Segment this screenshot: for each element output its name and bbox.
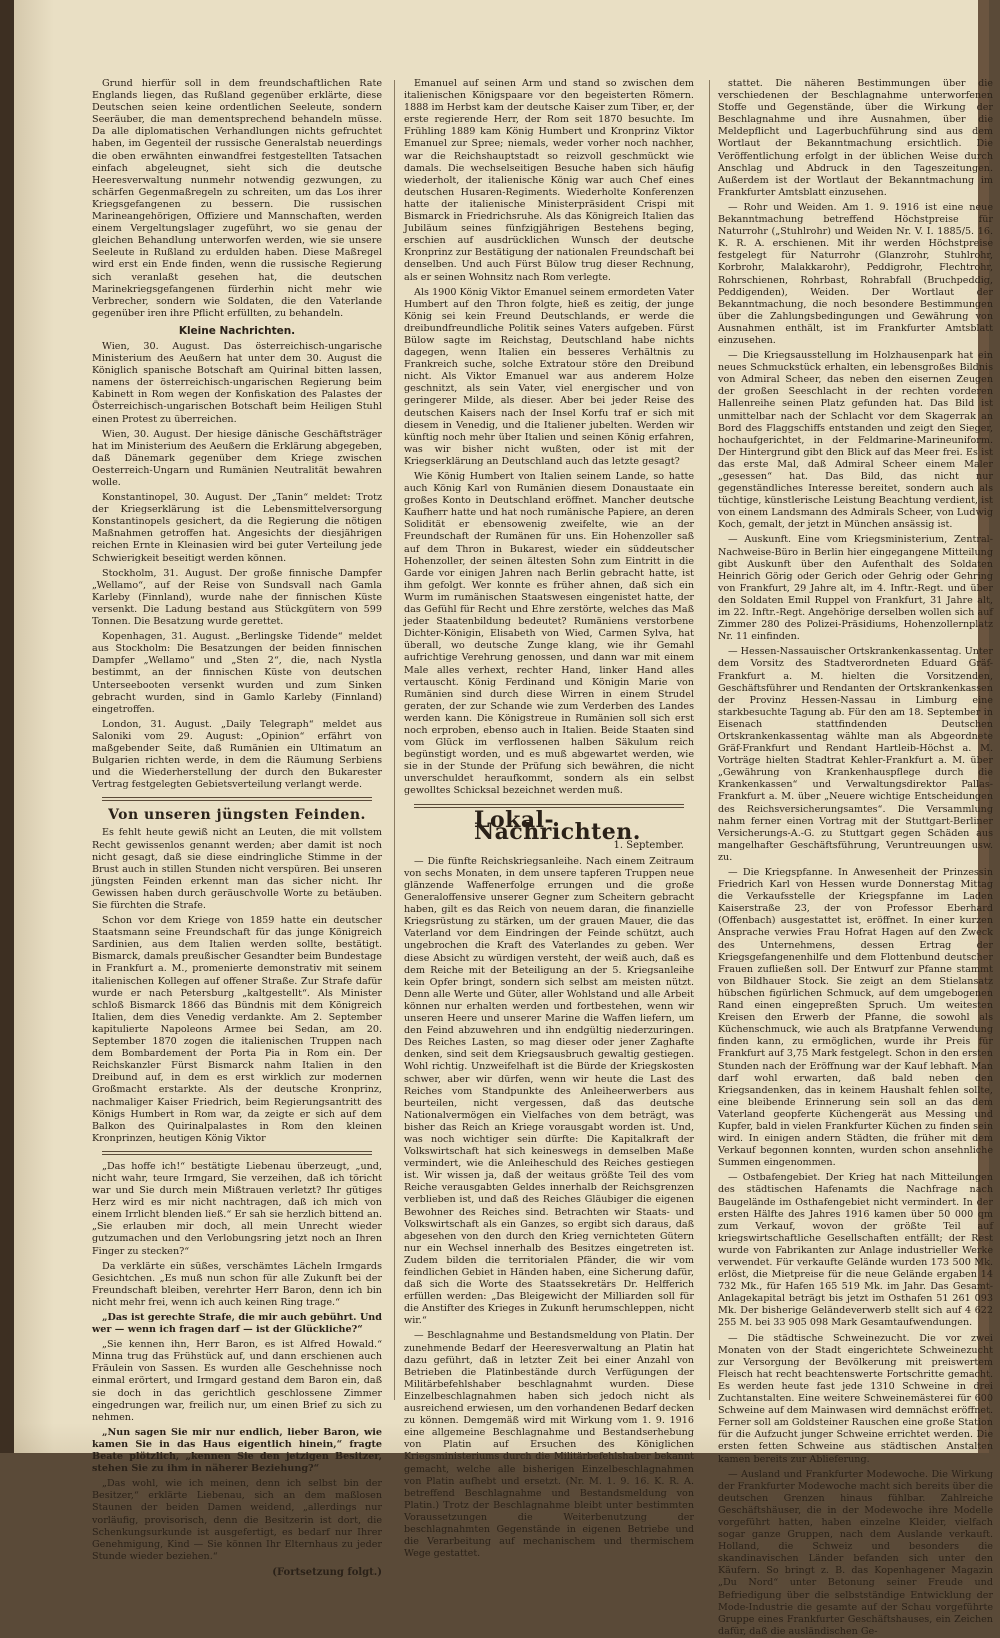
novel-paragraph: „Das wohl, wie ich meinen, denn ich selbst bin der Besitzer,“ erklärte Liebenau, sich an dem maßlosen Staunen der beiden Damen weidend, „allerdings nur vorläufig, provisorisch, denn die Besitzerin ist dort, die Schenkungsurkunde ist ausgefertigt, es bedarf nur Ihrer Genehmigung, Kind — Sie können Ihr Elternhaus zu jeder Stunde wieder beziehen.“ xyxy=(92,1478,382,1562)
section-heading-lokal-nachrichten: Lokal-Nachrichten. xyxy=(474,806,641,845)
paragraph: — Rohr und Weiden. Am 1. 9. 1916 ist eine neue Bekanntmachung betreffend Höchstpreise für Naturrohr („Stuhlrohr) und Weiden Nr. V. I. 1885/5. 16. K. R. A. erschienen. Mit ihr werden Höchstpreise festgelegt für Naturrohr (Glanzrohr, Stuhlrohr, Korbrohr, Malakkarohr), Peddigrohr, Flechtrohr, Rohrschienen, Rohrbast, Rohrabfall (Bruchpeddig, Peddigenden), Weiden. Der Wortlaut der Bekanntmachung, die noch besondere Bestimmungen über die Zahlungsbedingungen und Gewährung von Ausnahmen enthält, ist im Frankfurter Amtsblatt einzusehen. xyxy=(718,201,993,346)
novel-paragraph: „Das ist gerechte Strafe, die mir auch gebührt. Und wer — wenn ich fragen darf — ist der Glückliche?“ xyxy=(92,1312,382,1336)
paragraph: Grund hierfür soll in dem freundschaftlichen Rate Englands liegen, das Rußland gegenüber erklärte, diese Deutschen seien keine ordentlichen Seeleute, sondern Seeräuber, die man dementsprechend behandeln müsse. Da alle diplomatischen Verhandlungen nichts gefruchtet haben, im Gegenteil der russische Generalstab neuerdings die oben erwähnten einwandfrei festgestellten Tatsachen einfach abgeleugnet, sieht sich die deutsche Heeresverwaltung nunmehr notwendig gezwungen, zu schärfen Gegenmaßregeln zu schreiten, um das Los ihrer Kriegsgefangenen zu bessern. Die russischen Marineangehörigen, Offiziere und Mannschaften, werden einem Vergeltungslager zugeführt, wo sie genau der gleichen Behandlung unterworfen werden, wie sie unsere Seeleute in Rußland zu erdulden haben. Diese Maßregel wird erst ein Ende finden, wenn die russische Regierung sich veranlaßt gesehen hat, die deutschen Marinekriegsgefangenen fürderhin nicht mehr wie Verbrecher, sondern wie Soldaten, die den Vaterlande gegenüber iren ihre Pflicht erfüllten, zu behandeln. xyxy=(92,78,382,319)
paragraph: — Beschlagnahme und Bestandsmeldung von Platin. Der zunehmende Bedarf der Heeresverwaltung an Platin hat dazu geführt, daß in letzter Zeit bei einer Anzahl von Betrieben die Platinbestände durch Verfügungen der Militärbefehlshaber beschlagnahmt wurden. Diese Einzelbeschlagnahmen haben sich jedoch nicht als ausreichend erwiesen, um den vorhandenen Bedarf decken zu können. Demgemäß wird mit Wirkung vom 1. 9. 1916 eine allgemeine Beschlagnahme und Bestandserhebung von Platin auf Ersuchen des Königlichen Kriegsministeriums durch die Militärbefehlshaber bekannt gemacht, welche alle bisherigen Einzelbeschlagnahmen von Platin aufhebt und ersetzt. (Nr. M. 1. 9. 16. K. R. A. betreffend Beschlagnahme und Bestandsmeldung von Platin.) Trotz der Beschlagnahme bleibt unter bestimmten Voraussetzungen die Weiterbenutzung der beschlagnahmten Gegenstände in eigenen Betriebe und die Verarbeitung auf mechanischem und thermischem Wege gestattet. xyxy=(404,1330,694,1560)
continuation-note: (Fortsetzung folgt.) xyxy=(272,1566,382,1578)
section-date: 1. September. xyxy=(613,839,684,851)
paragraph: Schon vor dem Kriege von 1859 hatte ein deutscher Staatsmann seine Freundschaft für das junge Königreich Sardinien, aus dem Italien werden sollte, bestätigt. Bismarck, damals preußischer Gesandter beim Bundestage in Frankfurt a. M., promenierte demonstrativ mit seinem italienischen Kollegen auf offener Straße. Zur Strafe dafür wurde er nach Petersburg „kaltgestellt“. Als Minister schloß Bismarck 1866 das Bündnis mit dem Königreich Italien, dem dies Venedig verdankte. Am 2. September kapitulierte Napoleons Armee bei Sedan, am 20. September 1870 zogen die italienischen Truppen nach dem Bombardement der Porta Pia in Rom ein. Der Reichskanzler Fürst Bismarck nahm Italien in den Dreibund auf, in dem es erst wirklich zur modernen Großmacht erstarkte. Als der deutsche Kronprinz, nachmaliger Kaiser Friedrich, beim Regierungsantritt des Königs Humbert in Rom war, da zeigte er sich auf dem Balkon des Quirinalpalastes in Rom den kleinen Kronprinzen, heutigen König Viktor xyxy=(92,915,382,1144)
section-heading-kleine-nachrichten: Kleine Nachrichten. xyxy=(178,324,296,337)
novel-paragraph: Da verklärte ein süßes, verschämtes Lächeln Irmgards Gesichtchen. „Es muß nun schon für alle Zukunft bei der Freundschaft bleiben, verehrter Herr Baron, denn ich bin nicht mehr frei, wenn ich auch keinen Ring trage.“ xyxy=(92,1260,382,1308)
paragraph: — Hessen-Nassauischer Ortskrankenkassentag. Unter dem Vorsitz des Stadtverordneten Eduard Gräf-Frankfurt a. M. hielten die Vorsitzenden, Geschäftsführer und Rendanten der Ortskrankenkassen der Provinz Hessen-Nassau in Limburg eine starkbesuchte Tagung ab. Für den am 18. September in Eisenach stattfindenden Deutschen Ortskrankenkassentag wählte man als Abgeordnete Gräf-Frankfurt und Rendant Hartleib-Höchst a. M. Vorträge hielten Stadtrat Kehler-Frankfurt a. M. über „Gewährung von Krankenhauspflege durch die Krankenkassen“ und Verwaltungsdirektor Pallas-Frankfurt a. M. über „Neuere wichtige Entscheidungen des Reichsversicherungsamtes“. Die Versammlung nahm ferner einen Vortrag mit der Stuttgart-Berliner Versicherungs-A.-G. zu Stuttgart gegen Schäden aus mangelhafter Geschäftsführung, Veruntreuungen usw. zu. xyxy=(718,646,993,863)
news-item: Stockholm, 31. August. Der große finnische Dampfer „Wellamo“, auf der Reise von Sundsvall nach Gamla Karleby (Finnland), wurde nahe der finnischen Küste versenkt. Die Ladung bestand aus Stückgütern von 599 Tonnen. Die Besatzung wurde gerettet. xyxy=(92,567,382,628)
column-right xyxy=(718,78,993,1637)
paragraph: Emanuel auf seinen Arm und stand so zwischen dem italienischen Königspaare vor den begeisterten Römern. 1888 im Herbst kam der deutsche Kaiser zum Tiber, er, der erste regierende Herr, der Rom seit 1870 besuchte. Im Frühling 1889 kam König Humbert und Kronprinz Viktor Emanuel zur Spree; niemals, weder vorher noch nachher, war die Reichshauptstadt so reizvoll geschmückt wie damals. Die wechselseitigen Besuche haben sich häufig wiederholt, der italienische König war auch Chef eines deutschen Husaren-Regiments. Wiederholte Konferenzen hatte der italienische Ministerpräsident Crispi mit Bismarck in Friedrichsruhe. Als das Königreich Italien das Jubiläum seines fünfzigjährigen Bestehens beging, erschien auf ausdrücklichen Wunsch der deutsche Kronprinz zur Bestätigung der nationalen Freundschaft bei denselben. Und auch Fürst Bülow trug dieser Rechnung, als er seinen Wohnsitz nach Rom verlegte. xyxy=(404,78,694,283)
news-item: Wien, 30. August. Der hiesige dänische Geschäftsträger hat im Ministerium des Aeußern die Erklärung abgegeben, daß Dänemark gegenüber dem Kriege zwischen Oesterreich-Ungarn und Rumänien Neutralität bewahren wolle. xyxy=(92,428,382,488)
book-spine xyxy=(0,0,14,1453)
news-item: Kopenhagen, 31. August. „Berlingske Tidende“ meldet aus Stockholm: Die Besatzungen der beiden finnischen Dampfer „Wellamo“ und „Sten 2“, die, nach Nystla bestimmt, an der finnischen Küste von deutschen Unterseebooten versenkt wurden und zum Sinken gebracht wurden, sind in Gamlo Karleby (Finnland) eingetroffen. xyxy=(92,631,382,715)
news-item: Wien, 30. August. Das österreichisch-ungarische Ministerium des Aeußern hat unter dem 30. August die Königlich spanische Botschaft am Quirinal bitten lassen, namens der österreichisch-ungarischen Regierung beim Kabinett in Rom wegen der Konfiskation des Palastes der Österreichisch-ungarischen Botschaft beim Heiligen Stuhl einen Protest zu überreichen. xyxy=(92,340,382,425)
paragraph: — Die städtische Schweinezucht. Die vor zwei Monaten von der Stadt eingerichtete Schweinezucht zur Versorgung der Bevölkerung mit preiswertem Fleisch hat recht beachtenswerte Fortschritte gemacht. Es werden heute fast jede 1310 Schweine in drei Zuchtanstalten. Eine weitere Schweinemästerei für 600 Schweine auf dem Mainwasen wird demnächst eröffnet. Ferner soll am Goldsteiner Rauschen eine große Station für die Aufzucht junger Schweine errichtet werden. Die ersten fetten Schweine aus städtischen Anstalten kamen bereits zur Ablieferung. xyxy=(718,1332,993,1465)
paragraph: stattet. Die näheren Bestimmungen über die verschiedenen der Beschlagnahme unterworfenen Stoffe und Gegenstände, über die Wirkung der Beschlagnahme und ihre Ausnahmen, über die Meldepflicht und Lagerbuchführung sind aus dem Wortlaut der Bekanntmachung ersichtlich. Die Veröffentlichung erfolgt in der üblichen Weise durch Anschlag und Abdruck in den Tageszeitungen. Außerdem ist der Wortlaut der Bekanntmachung im Frankfurter Amtsblatt einzusehen. xyxy=(718,78,993,198)
news-item: Konstantinopel, 30. August. Der „Tanin“ meldet: Trotz der Kriegserklärung ist die Lebensmittelversorgung Konstantinopels gesichert, da die Regierung die nötigen Maßnahmen getroffen hat. Angesichts der diesjährigen reichen Ernte in Kleinasien wird bei guter Verteilung jede Schwierigkeit beseitigt werden können. xyxy=(92,492,382,564)
column-left xyxy=(92,78,382,1578)
paragraph: — Die fünfte Reichskriegsanleihe. Nach einem Zeitraum von sechs Monaten, in dem unsere tapferen Truppen neue glänzende Waffenerfolge errungen und die große Generaloffensive unserer Gegner zum Scheitern gebracht haben, gilt es das Reich von neuem daran, die finanzielle Kriegsrüstung zu stärken, um der grauen Mauer, die das Vaterland vor dem Eindringen der Feinde schützt, auch ungebrochen die Kraft des Vaterlandes zu geben. Wer diese Absicht zu würdigen versteht, der weiß auch, daß es dem Reiche mit der Beteiligung an der 5. Kriegsanleihe kein Opfer bringt, sondern sich selbst am meisten nützt. Denn alle Werte und Güter, aller Wohlstand und alle Arbeit können nur erhalten werden und fortbestehen, wenn wir unseren Heere und unserer Marine die Waffen liefern, um den Feind abzuwehren und ihn endgültig niederzuringen. Des Reiches Lasten, so mag dieser oder jener Zaghafte denken, sind seit dem Kriegsausbruch gewaltig gestiegen. Wohl richtig. Unzweifelhaft ist die Bürde der Kriegskosten schwer, aber wir dürfen, wenn wir heute die Last des Reiches vom Standpunkte des Anleiheerwerbers aus beurteilen, nicht vergessen, daß das deutsche Nationalvermögen ein Vielfaches von dem beträgt, was bisher das Reich an Kriege vorausgabt worden ist. Und, was noch wichtiger sein dürfte: Die Kapitalkraft der Volkswirtschaft hat sich keineswegs in demselben Maße vermindert, wie die Anleiheschuld des Reiches gestiegen ist. Wir wissen ja, daß der weitaus größte Teil des vom Reiche verausgabten Geldes innerhalb der Reichsgrenzen verblieben ist, und daß des Reiches Gläubiger die eigenen Bewohner des Reiches sind. Betrachten wir Staats- und Volkswirtschaft als ein Ganzes, so ergibt sich daraus, daß abgesehen von den durch den Krieg vernichteten Gütern nur ein Wechsel innerhalb des Besitzes eingetreten ist. Zudem bilden die territorialen Pfänder, die wir vom feindlichen Gebiet in Händen haben, eine Sicherung dafür, daß sich die Worte des Staatssekretärs Dr. Helfferich erfüllen werden: „Das Bleigewicht der Milliarden soll für die Anstifter des Krieges in Zukunft herumschleppen, nicht wir.“ xyxy=(404,855,694,1327)
paragraph: — Die Kriegsausstellung im Holzhausenpark hat ein neues Schmuckstück erhalten, ein lebensgroßes Bildnis von Admiral Scheer, das neben den eisernen Zeugen der großen Seeschlacht in der rechten vorderen Hallenreihe seinen Platz gefunden hat. Das Bild ist unmittelbar nach der Schlacht vor dem Skagerrak an Bord des Flaggschiffs entstanden und zeigt den Sieger, hochaufgerichtet, in der Feldmarine-Marineuniform. Der Hintergrund gibt den Blick auf das Meer frei. Es ist das erste Mal, daß Admiral Scheer einem Maler „gesessen“ hat. Das Bild, das nicht nur gegenständliches Interesse bereitet, sondern auch als tüchtige, künstlerische Leistung Beachtung verdient, ist von einem Landsmann des Admirals Scheer, von Ludwig Koch, gemalt, der jetzt in München ansässig ist. xyxy=(718,350,993,531)
novel-paragraph: „Sie kennen ihn, Herr Baron, es ist Alfred Howald.“ Minna trug das Frühstück auf, und dann erschienen auch Fräulein von Sassen. Es wurden alle Geschehnisse noch einmal erörtert, und Irmgard gestand dem Baron ein, daß sie doch in das gerichtlich geschlossene Zimmer eingedrungen war, freilich nur, um einen Brief zu sich zu nehmen. xyxy=(92,1339,382,1423)
paragraph: Als 1900 König Viktor Emanuel seinem ermordeten Vater Humbert auf den Thron folgte, hieß es zeitig, der junge König sei kein Freund Deutschlands, er werde die dreibundfreundliche Politik seines Vaters aufgeben. Fürst Bülow sagte im Reichstag, Deutschland habe nichts dagegen, wenn Italien ein besseres Verhältnis zu Frankreich suche, solche Extratour störe den Dreibund nicht. Als Viktor Emanuel war aus anderem Holze geschnitzt, als sein Vater, viel energischer und von geringerer Milde, als dieser. Aber bei jeder Reise des deutschen Kaisers nach der Insel Korfu traf er sich mit diesem in Venedig, und die Italiener jubelten. Werden wir künftig noch mehr über Italien und seinen König erfahren, was wir bisher nicht wußten, oder ist mit der Kriegserklärung an Deutschland auch das letzte gesagt? xyxy=(404,286,694,467)
column-rule xyxy=(394,80,395,1400)
paragraph: Wie König Humbert von Italien seinem Lande, so hatte auch König Karl von Rumänien diesem Donaustaate ein großes Konto in Deutschland eröffnet. Mancher deutsche Kaufherr hatte und hat noch rumänische Papiere, an deren Solidität er ebensowenig zweifelte, wie an der Freundschaft der Rumänen für uns. Ein Hohenzoller saß auf dem Thron in Bukarest, wieder ein süddeutscher Hohenzoller, der seinen ältesten Sohn zum Eintritt in die Garde vor einigen Jahren nach Berlin gebracht hatte, ist ihm gefolgt. Wer konnte es früher ahnen, daß sich ein Wurm im rumänischen Staatswesen eingenistet hatte, der das Gefühl für Recht und Ehre zerstörte, welches das Maß jeder Staatenbildung bedeutet? Rumäniens verstorbene Dichter-Königin, Elisabeth von Wied, Carmen Sylva, hat überall, wo deutsche Zunge klang, wie ihr Gemahl aufrichtige Verehrung genossen, und dann war mit einem Male alles verhext, rechter Hand, linker Hand alles vertauscht. König Ferdinand und Königin Marie von Rumänien sind durch diese Wirren in einem Strudel geraten, der zur Schande wie zum Verderben des Landes werden kann. Die Königstreue in Rumänien soll sich erst noch erproben, ebenso auch in Italien. Beide Staaten sind vom Glück im verflossenen halben Säkulum reich begünstigt worden, und es muß abgewartet werden, wie sie in der Stunde der Prüfung sich bewähren, die nicht unverschuldet heraufkommt, sondern als ein selbst gewolltes Schicksal bezeichnet werden muß. xyxy=(404,471,694,797)
novel-paragraph: „Das hoffe ich!“ bestätigte Liebenau überzeugt, „und, nicht wahr, teure Irmgard, Sie verzeihen, daß ich töricht war und Sie durch mein Mißtrauen verletzt? Ihr gütiges Herz wird es mir nicht nachtragen, daß ich mich von einem Irrlicht blenden ließ.“ Er sah sie herzlich bittend an. „Sie erlauben mir doch, all mein Unrecht wieder gutzumachen und den Verlobungsring jetzt noch an Ihren Finger zu stecken?“ xyxy=(92,1160,382,1257)
paragraph: — Auskunft. Eine vom Kriegsministerium, Zentral-Nachweise-Büro in Berlin hier eingegangene Mitteilung gibt Auskunft über den Aufenthalt des Soldaten Heinrich Görig oder Gerich oder Gehrig oder Gehring von Frankfurt, 29 Jahre alt, im 4. Inftr.-Regt. und über den Soldaten Emil Ruppel von Frankfurt, 31 Jahre alt, im 22. Inftr.-Regt. Angehörige derselben wollen sich auf Zimmer 280 des Polizei-Präsidiums, Hohenzollernplatz Nr. 11 einfinden. xyxy=(718,534,993,643)
column-rule xyxy=(709,80,710,1400)
paragraph: — Ausland und Frankfurter Modewoche. Die Wirkung der Frankfurter Modewoche macht sich bereits über die deutschen Grenzen hinaus fühlbar. Zahlreiche Geschäftshäuser, die in der Modewoche ihre Modelle vorgeführt hatten, haben einzelne Kleider, vielfach sogar ganze Gruppen, nach dem Auslande verkauft. Holland, die Schweiz und besonders die skandinavischen Länder befanden sich unter den Käufern. So bringt z. B. das Kopenhagener Magazin „Du Nord“ unter Betonung seiner Freude und Befriedigung über die selbstständige Entwicklung der Mode-Industrie die gesamte auf der Schau vorgeführte Gruppe eines Frankfurter Geschäftshauses, ein Zeichen dafür, daß die ausländischen Ge- xyxy=(718,1468,993,1637)
divider xyxy=(102,797,372,801)
novel-paragraph: „Nun sagen Sie mir nur endlich, lieber Baron, wie kamen Sie in das Haus eigentlich hinein,“ fragte Beate plötzlich, „kennen Sie den jetzigen Besitzer, stehen Sie zu ihm in näherer Beziehung?“ xyxy=(92,1426,382,1475)
paragraph: — Die Kriegspfanne. In Anwesenheit der Prinzessin Friedrich Karl von Hessen wurde Donnerstag Mittag die Verkaufsstelle der Kriegspfanne im Laden Kaiserstraße 23, der von Professor Eberhard (Offenbach) ausgestattet ist, eröffnet. In einer kurzen Ansprache verwies Frau Hofrat Hagen auf den Zweck des Unternehmens, dessen Ertrag der Kriegsgefangenenhilfe und dem Flottenbund deutscher Frauen zufließen soll. Der Entwurf zur Pfanne stammt von Bildhauer Stock. Sie zeigt an dem Stielansatz hübschen figürlichen Schmuck, auf dem umgebogenen Rand einen eingepreßten Spruch. Um weitesten Kreisen den Erwerb der Pfanne, die sowohl als Küchenschmuck, wie auch als Bratpfanne Verwendung finden kann, zu ermöglichen, wurde ihr Preis für Frankfurt auf 3,75 Mark festgelegt. Schon in den ersten Stunden nach der Eröffnung war der Kauf lebhaft. Man darf wohl erwarten, daß bald neben den Kriegsandenken, das in keinem Haushalt fehlen sollte, eine bleibende Erinnerung sein soll an das dem Vaterland geopferte Küchengerät aus Messing und Kupfer, bald in vielen Frankfurter Küchen zu finden sein wird. In einigen andern Städten, die früher mit dem Verkauf begonnen konnten, wurden schon ansehnliche Summen eingenommen. xyxy=(718,867,993,1169)
newspaper-page xyxy=(14,0,993,1637)
paragraph: Es fehlt heute gewiß nicht an Leuten, die mit vollstem Recht gewissenlos genannt werden; aber damit ist noch nicht gesagt, daß sie diese eindringliche Stimme in der Brust auch in stillen Stunden nicht verspüren. Bei unseren jüngsten Feinden erkennt man das sicher nicht. Ihr Gewissen haben durch geräuschvolle Worte zu betäuben. Sie fürchten die Strafe. xyxy=(92,827,382,911)
news-item: London, 31. August. „Daily Telegraph“ meldet aus Saloniki vom 29. August: „Opinion“ erfährt von maßgebender Seite, daß Rumänien ein Ultimatum an Bulgarien richten werde, in dem die Räumung Serbiens und die Wiederherstellung der durch den Bukarester Vertrag festgelegten Gebietsverteilung verlangt werde. xyxy=(92,718,382,791)
paragraph: — Ostbafengebiet. Der Krieg hat nach Mitteilungen des städtischen Hafenamts die Nachfrage nach Baugelände im Osthafengebiet nicht vermindert. In der ersten Hälfte des Jahres 1916 kamen über 50 000 qm zum Verkauf, wovon der größte Teil auf kriegswirtschaftliche Gesellschaften entfällt; der Rest wurde von Fabrikanten zur Anlage industrieller Werke verwendet. Für verkaufte Gelände wurden 173 500 Mk. erlöst, die Mietpreise für die neue Gelände ergaben 14 732 Mk., für Hafen 165 519 Mk. im Jahr. Das Gesamt-Anlagekapital beträgt bis jetzt im Osthafen 51 261 093 Mk. Der bisherige Geländeverwerb stellt sich auf 4 622 255 M. bei 33 905 098 Mark Gesamtaufwendungen. xyxy=(718,1172,993,1329)
article-heading-feinde: Von unseren jüngsten Feinden. xyxy=(108,807,366,824)
column-middle xyxy=(404,78,694,1560)
divider xyxy=(102,1151,372,1155)
